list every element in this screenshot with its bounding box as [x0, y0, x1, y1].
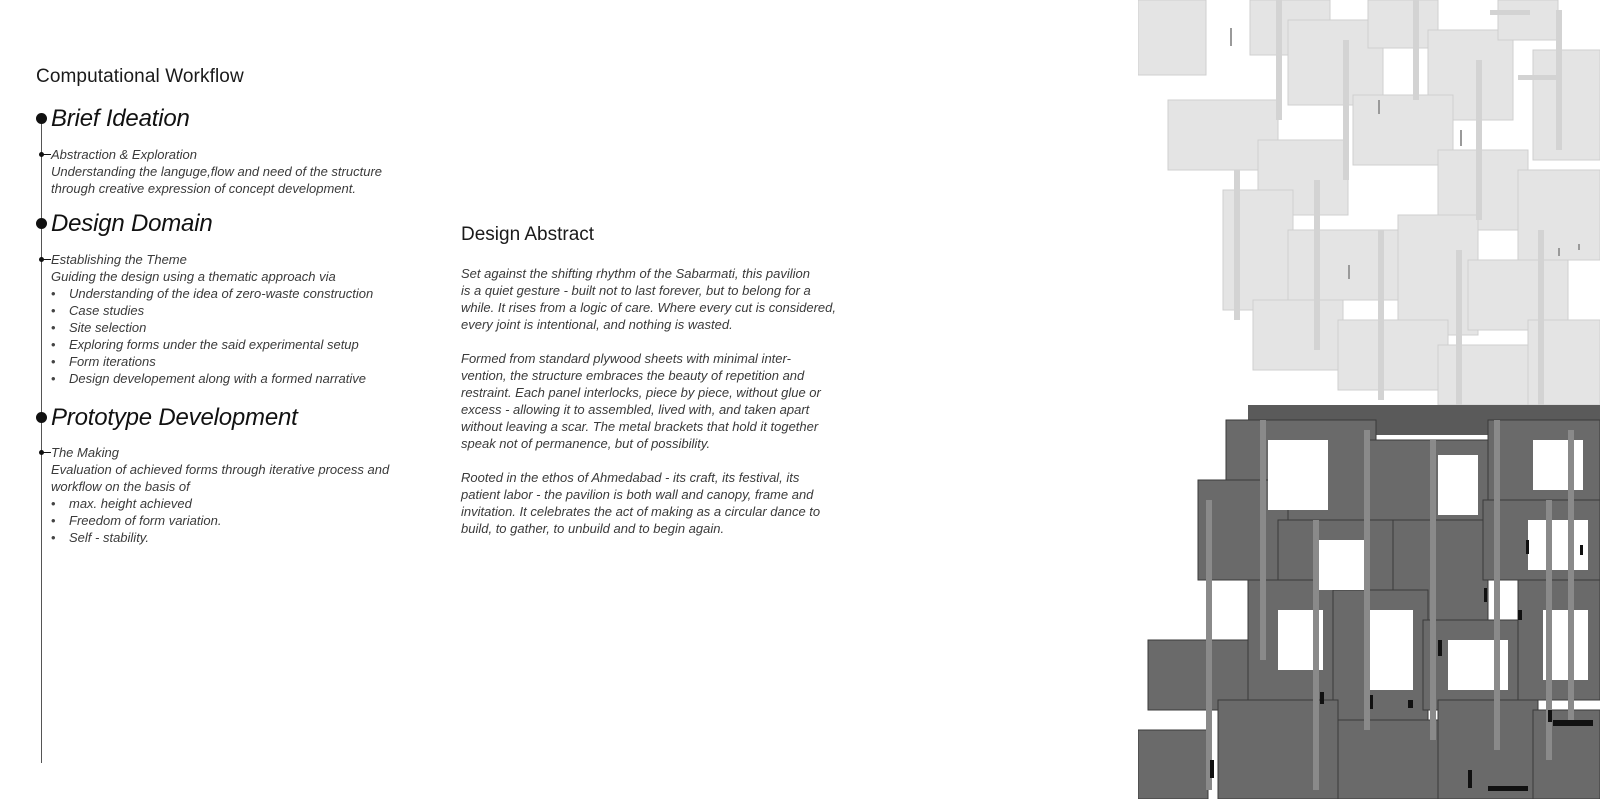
render-light-half	[1138, 0, 1600, 405]
phase-subtitle: Abstraction & Exploration	[51, 147, 197, 162]
phase-body-brief-ideation	[51, 146, 411, 197]
abstract-line: without leaving a scar. The metal brackets that hold it together	[461, 419, 819, 434]
phase-body-design-domain	[51, 251, 411, 387]
abstract-line: vention, the structure embraces the beauty of repetition and	[461, 368, 805, 383]
abstract-paragraph	[461, 469, 821, 537]
abstract-line: build, to gather, to unbuild and to begin again.	[461, 521, 725, 536]
render-dark-half	[1138, 405, 1600, 799]
phase-bullet-list	[51, 285, 411, 387]
list-item: • Form iterations	[51, 353, 411, 370]
subphase-tick-3	[42, 452, 51, 453]
phase-bullet-list	[51, 495, 411, 546]
phase-text-line: Guiding the design using a thematic approach via	[51, 269, 336, 284]
workflow-heading: Computational Workflow	[36, 66, 244, 87]
abstract-line: Formed from standard plywood sheets with minimal inter-	[461, 351, 791, 366]
phase-marker-2	[36, 218, 47, 229]
timeline-line	[41, 118, 42, 763]
list-item: • Freedom of form variation.	[51, 512, 411, 529]
phase-text-line: Understanding the languge,flow and need of the structure	[51, 164, 383, 179]
abstract-line: patient labor - the pavilion is both wall and canopy, frame and	[461, 487, 814, 502]
phase-subtitle: Establishing the Theme	[51, 252, 187, 267]
phase-text-line: through creative expression of concept development.	[51, 181, 356, 196]
list-item: • Design developement along with a formed narrative	[51, 370, 411, 387]
abstract-line: Set against the shifting rhythm of the Sabarmati, this pavilion	[461, 266, 811, 281]
phase-text-line: Evaluation of achieved forms through iterative process and	[51, 462, 390, 477]
phase-body-prototype-development	[51, 444, 411, 546]
abstract-line: excess - allowing it to assembled, lived with, and taken apart	[461, 402, 810, 417]
phase-text-line: workflow on the basis of	[51, 479, 190, 494]
abstract-line: speak not of permanence, but of possibility.	[461, 436, 711, 451]
list-item: • Self - stability.	[51, 529, 411, 546]
subphase-tick-1	[42, 154, 51, 155]
abstract-line: Rooted in the ethos of Ahmedabad - its craft, its festival, its	[461, 470, 800, 485]
subphase-tick-2	[42, 259, 51, 260]
phase-marker-3	[36, 412, 47, 423]
phase-marker-1	[36, 113, 47, 124]
abstract-body	[461, 265, 836, 554]
phase-title-brief-ideation: Brief Ideation	[51, 105, 190, 132]
list-item: • Case studies	[51, 302, 411, 319]
list-item: • Understanding of the idea of zero-waste construction	[51, 285, 411, 302]
abstract-line: invitation. It celebrates the act of making as a circular dance to	[461, 504, 821, 519]
abstract-heading: Design Abstract	[461, 224, 595, 245]
abstract-paragraph	[461, 265, 836, 333]
pavilion-render-svg	[1138, 0, 1600, 799]
phase-subtitle: The Making	[51, 445, 119, 460]
list-item: • Exploring forms under the said experimental setup	[51, 336, 411, 353]
list-item: • Site selection	[51, 319, 411, 336]
abstract-paragraph	[461, 350, 821, 452]
abstract-line: is a quiet gesture - built not to last forever, but to belong for a	[461, 283, 811, 298]
abstract-line: while. It rises from a logic of care. Where every cut is considered,	[461, 300, 836, 315]
abstract-line: restraint. Each panel interlocks, piece by piece, without glue or	[461, 385, 821, 400]
phase-title-design-domain: Design Domain	[51, 210, 213, 237]
phase-title-prototype-development: Prototype Development	[51, 404, 298, 431]
pavilion-render-image	[1138, 0, 1600, 799]
abstract-line: every joint is intentional, and nothing is wasted.	[461, 317, 733, 332]
list-item: • max. height achieved	[51, 495, 411, 512]
